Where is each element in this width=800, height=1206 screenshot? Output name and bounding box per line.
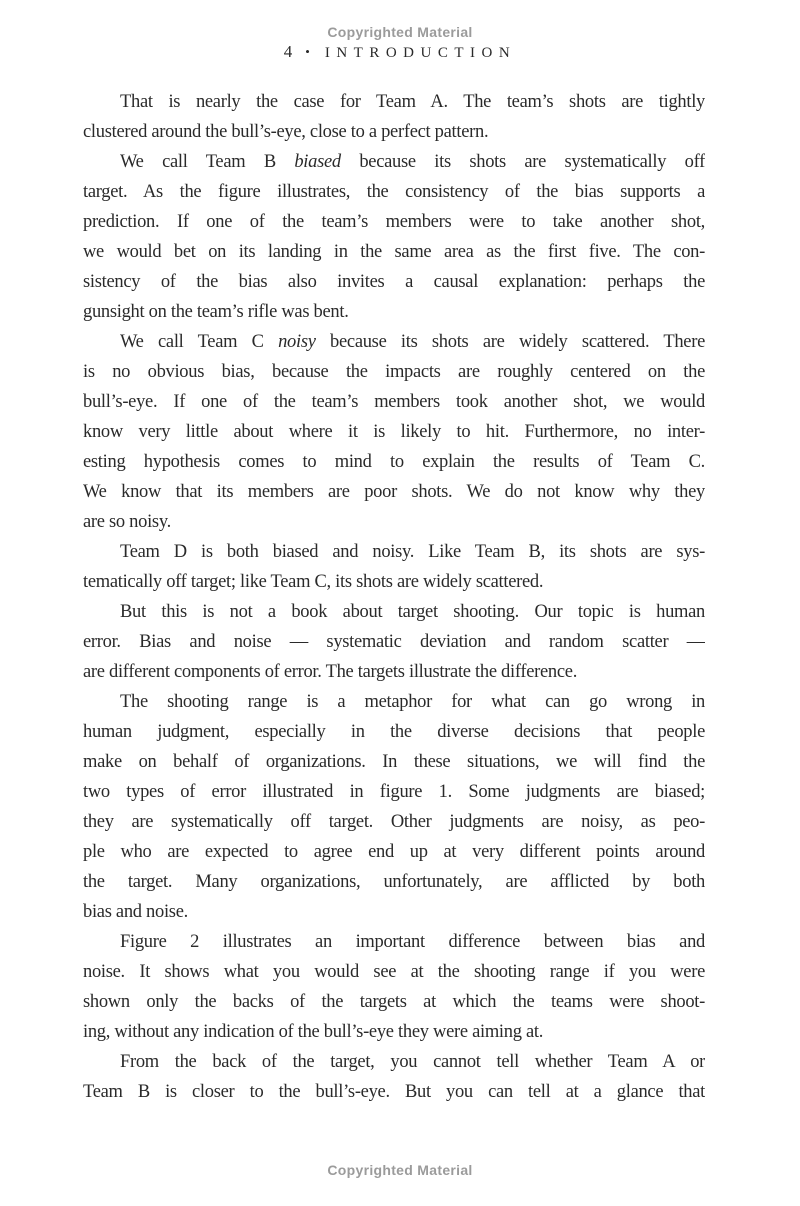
- text-line: is no obvious bias, because the impacts are roughly centered on the: [83, 362, 705, 382]
- text-line: ple who are expected to agree end up at very different points around: [83, 842, 705, 862]
- text-line: noise. It shows what you would see at the shooting range if you were: [83, 962, 705, 982]
- paragraph: [83, 87, 705, 147]
- paragraph: [83, 927, 705, 1047]
- paragraph: [83, 147, 705, 327]
- text-line: We call Team C noisy because its shots are widely scattered. There: [120, 332, 705, 352]
- text-line: they are systematically off target. Other judgments are noisy, as peo-: [83, 812, 705, 832]
- paragraph: [83, 327, 705, 537]
- text-line: The shooting range is a metaphor for what can go wrong in: [120, 692, 705, 712]
- text-line: tematically off target; like Team C, its shots are widely scattered.: [83, 572, 544, 592]
- text-line: sistency of the bias also invites a causal explanation: perhaps the: [83, 272, 705, 292]
- text-line: bull’s-eye. If one of the team’s members took another shot, we would: [83, 392, 705, 412]
- running-head: [0, 42, 800, 62]
- copyright-watermark-bottom: Copyrighted Material: [327, 1162, 473, 1178]
- text-line: human judgment, especially in the diverse decisions that people: [83, 722, 705, 742]
- text-line: target. As the figure illustrates, the consistency of the bias supports a: [83, 182, 705, 202]
- text-line: From the back of the target, you cannot tell whether Team A or: [120, 1052, 705, 1072]
- text-line: make on behalf of organizations. In these situations, we will find the: [83, 752, 705, 772]
- text-line: But this is not a book about target shooting. Our topic is human: [120, 602, 705, 622]
- text-line: Figure 2 illustrates an important difference between bias and: [120, 932, 705, 952]
- text-line: are different components of error. The targets illustrate the difference.: [83, 662, 578, 682]
- paragraph: [83, 537, 705, 597]
- text-line: two types of error illustrated in figure 1. Some judgments are biased;: [83, 782, 705, 802]
- text-line: know very little about where it is likely to hit. Furthermore, no inter-: [83, 422, 705, 442]
- paragraph: [83, 1047, 705, 1107]
- text-line: are so noisy.: [83, 512, 171, 532]
- text-line: we would bet on its landing in the same area as the first five. The con-: [83, 242, 705, 262]
- text-line: Team D is both biased and noisy. Like Team B, its shots are sys-: [120, 542, 705, 562]
- copyright-watermark-top: Copyrighted Material: [327, 24, 473, 40]
- text-line: clustered around the bull’s-eye, close to a perfect pattern.: [83, 122, 489, 142]
- text-line: prediction. If one of the team’s members were to take another shot,: [83, 212, 705, 232]
- text-line: the target. Many organizations, unfortunately, are afflicted by both: [83, 872, 705, 892]
- text-line: bias and noise.: [83, 902, 188, 922]
- text-line: esting hypothesis comes to mind to explain the results of Team C.: [83, 452, 705, 472]
- text-line: We call Team B biased because its shots are systematically off: [120, 152, 705, 172]
- text-line: error. Bias and noise — systematic deviation and random scatter —: [83, 632, 705, 652]
- section-title: INTRODUCTION: [324, 45, 517, 61]
- text-line: We know that its members are poor shots. We do not know why they: [83, 482, 705, 502]
- text-line: That is nearly the case for Team A. The team’s shots are tightly: [120, 92, 705, 112]
- text-line: Team B is closer to the bull’s-eye. But you can tell at a glance that: [83, 1082, 705, 1102]
- bullet-separator-icon: •: [305, 44, 310, 59]
- page-body: [83, 87, 705, 1107]
- text-line: gunsight on the team’s rifle was bent.: [83, 302, 349, 322]
- text-line: shown only the backs of the targets at which the teams were shoot-: [83, 992, 705, 1012]
- page-number: 4: [283, 42, 293, 61]
- paragraph: [83, 687, 705, 927]
- paragraph: [83, 597, 705, 687]
- text-line: ing, without any indication of the bull’s-eye they were aiming at.: [83, 1022, 544, 1042]
